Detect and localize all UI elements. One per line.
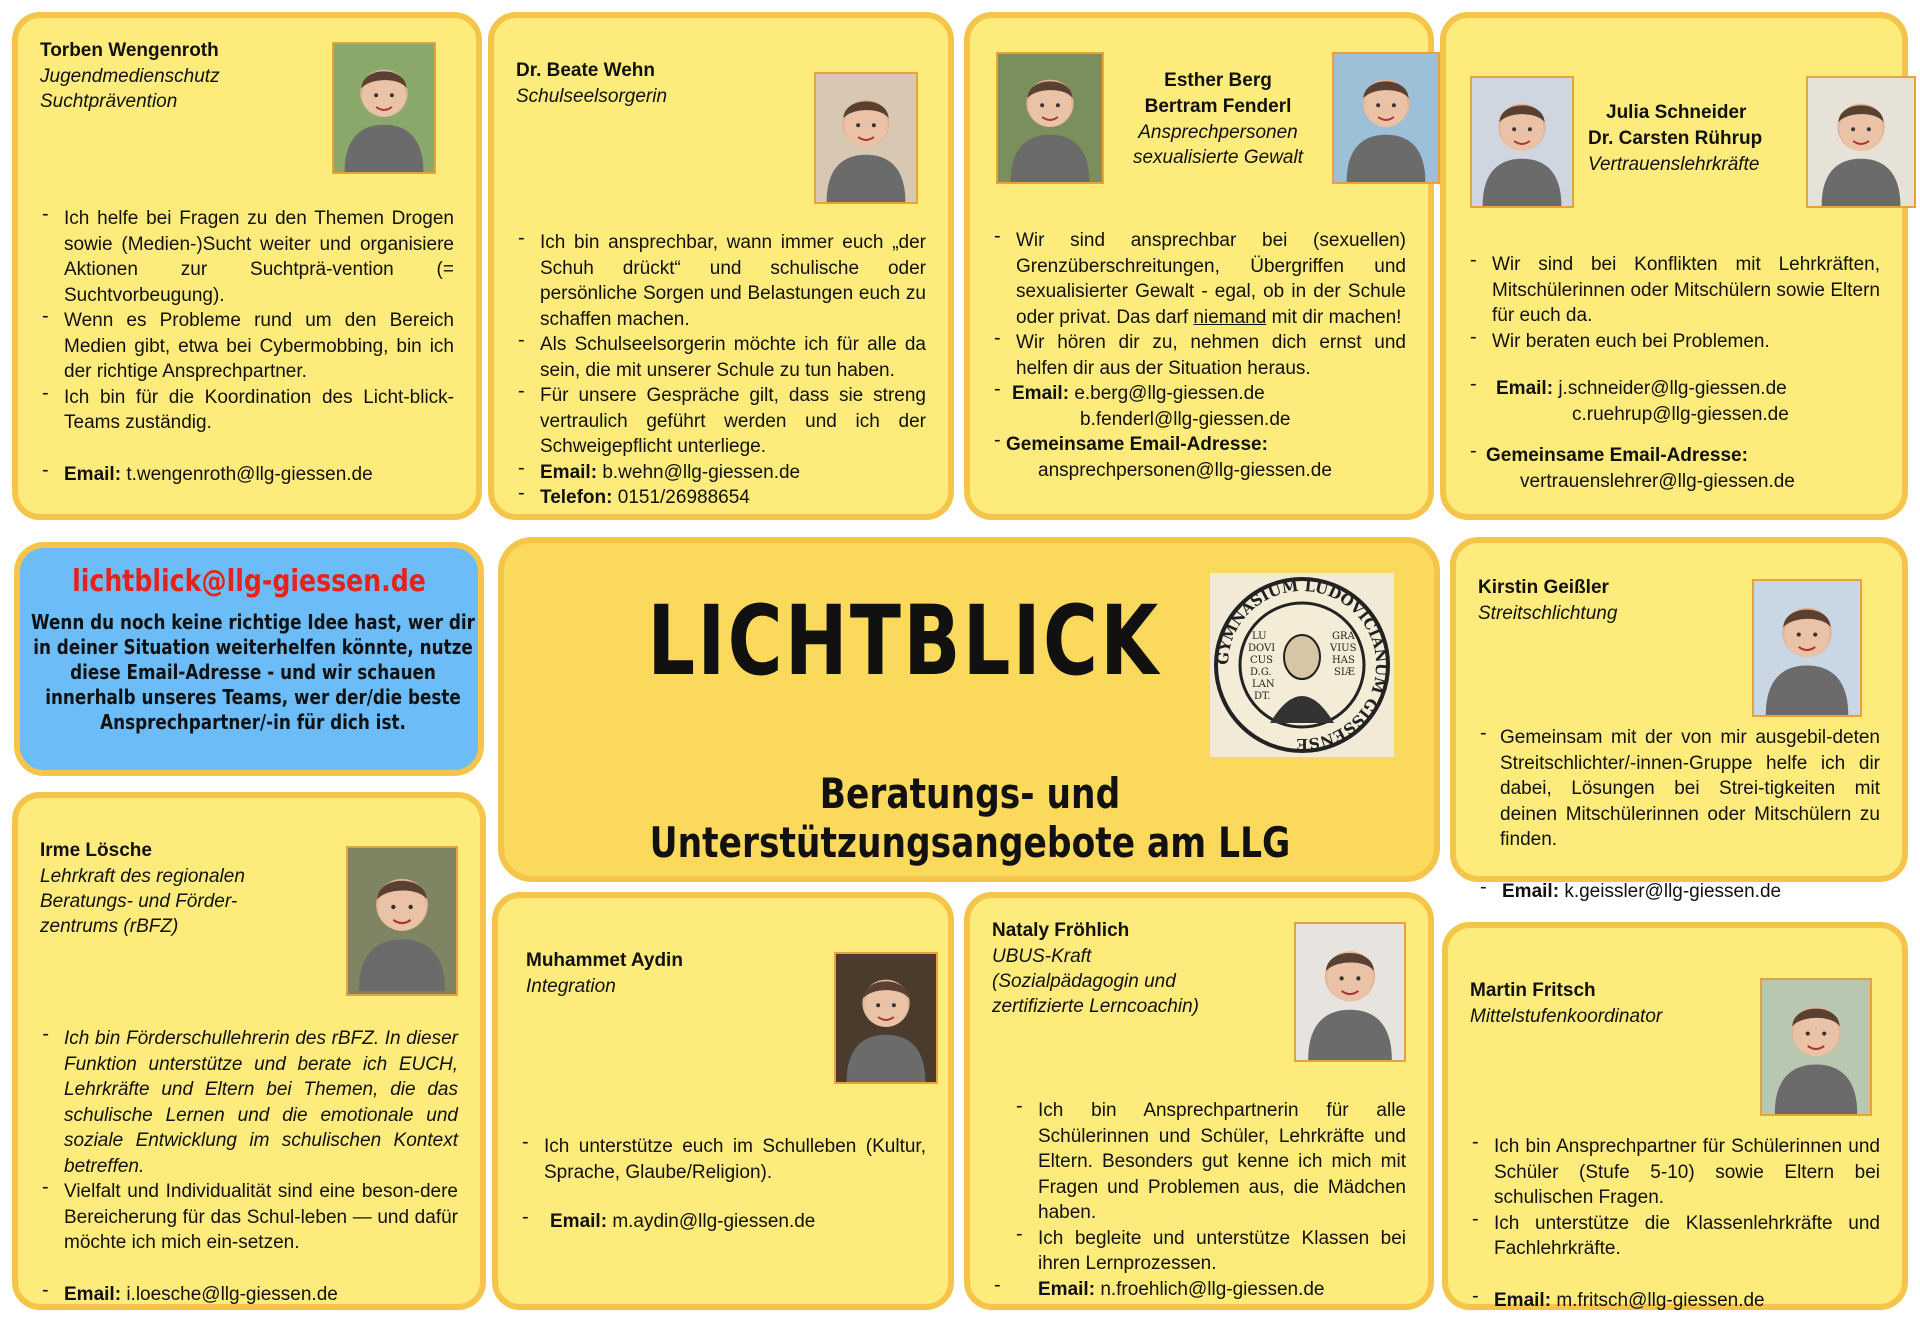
email-line <box>992 1277 1406 1303</box>
portrait-photo <box>814 72 918 204</box>
person-name: Kirstin Geißler <box>1478 577 1609 598</box>
card-wengenroth <box>12 12 482 520</box>
list-item: - Ich bin für die Koordination des Licht-blick-Teams zuständig. <box>40 385 454 436</box>
portrait-photo <box>1332 52 1440 184</box>
email-line <box>40 1282 458 1308</box>
person-role: Streitschlichtung <box>1478 603 1618 624</box>
email-link[interactable]: m.fritsch@llg-giessen.de <box>1556 1289 1765 1311</box>
person-role: Jugendmedienschutz <box>40 66 220 87</box>
general-contact-box <box>14 542 484 776</box>
svg-text:SIÆ: SIÆ <box>1334 667 1355 678</box>
common-email-line <box>1468 443 1880 469</box>
email-label: Email: <box>1502 880 1560 902</box>
portrait-photo <box>1294 922 1406 1062</box>
list-item: - Ich bin Ansprechpartnerin für alle Schülerinnen und Schüler, Lehrkräfte und Eltern. Besonders gut kenne ich mich mit Fragen und Problemen aus, die Mädchen haben. <box>1014 1098 1406 1226</box>
portrait-photo <box>834 952 938 1084</box>
list-item: - Als Schulseelsorgerin möchte ich für alle da sein, die mit unserer Schule zu tun haben. <box>516 332 926 383</box>
person-role: zentrums (rBFZ) <box>40 916 179 937</box>
person-role: Ansprechpersonen <box>1138 122 1298 143</box>
common-email-line <box>992 432 1406 458</box>
list-item: - Ich helfe bei Fragen zu den Themen Drogen sowie (Medien-)Sucht weiter und organisiere Aktionen zur Suchtprä-vention (= Suchtvorbeugung). <box>40 206 454 308</box>
list-item: - Wir beraten euch bei Problemen. <box>1468 329 1880 355</box>
person-role: Lehrkraft des regionalen <box>40 866 245 887</box>
portrait-photo <box>1760 978 1872 1116</box>
center-banner <box>498 537 1440 882</box>
email-line <box>516 460 926 486</box>
email-line <box>1468 376 1880 402</box>
person-name: Muhammet Aydin <box>526 950 683 971</box>
email-link[interactable]: i.loesche@llg-giessen.de <box>126 1283 338 1305</box>
person-role: UBUS-Kraft <box>992 946 1092 967</box>
email-label: Email: <box>1496 378 1554 399</box>
email-line <box>1470 1288 1880 1314</box>
person-name: Dr. Carsten Rührup <box>1588 128 1763 149</box>
person-role: sexualisierte Gewalt <box>1132 147 1304 168</box>
card-fritsch <box>1442 922 1908 1310</box>
email-link[interactable]: n.froehlich@llg-giessen.de <box>1100 1278 1325 1300</box>
common-email-label: Gemeinsame Email-Adresse: <box>1006 434 1268 455</box>
portrait-photo <box>1806 76 1916 208</box>
common-email-label: Gemeinsame Email-Adresse: <box>1486 445 1748 466</box>
svg-text:LU: LU <box>1252 631 1267 642</box>
email-line <box>520 1209 926 1235</box>
person-role: Suchtprävention <box>40 91 178 112</box>
general-contact-text: Wenn du noch keine richtige Idee hast, wer dir in deiner Situation weiterhelfen könnte, nutze diese Email-Adresse - und wir schauen innerhalb unseres Teams, wer der/die beste Ansprechpartner/-in für dich ist. <box>31 610 475 734</box>
person-role: Vertrauenslehrkräfte <box>1588 154 1760 175</box>
card-froehlich <box>964 892 1434 1310</box>
email-label: Email: <box>64 463 122 485</box>
email-line <box>40 462 454 488</box>
phone-number[interactable]: 0151/26988654 <box>617 487 750 508</box>
svg-text:LAN: LAN <box>1252 679 1275 690</box>
list-item: - Wir hören dir zu, nehmen dich ernst und helfen dir aus der Situation heraus. <box>992 330 1406 381</box>
card-wehn <box>488 12 954 520</box>
email-link[interactable]: e.berg@llg-giessen.de <box>1074 383 1265 404</box>
svg-text:DOVI: DOVI <box>1248 643 1276 654</box>
list-item: - Ich unterstütze euch im Schulleben (Kultur, Sprache, Glaube/Religion). <box>520 1134 926 1185</box>
email-link[interactable]: b.fenderl@llg-giessen.de <box>1080 408 1291 430</box>
email-link[interactable]: c.ruehrup@llg-giessen.de <box>1572 403 1789 425</box>
email-link[interactable]: vertrauenslehrer@llg-giessen.de <box>1520 470 1795 492</box>
svg-text:DT.: DT. <box>1254 691 1271 702</box>
list-item: - Wir sind ansprechbar bei (sexuellen) Grenzüberschreitungen, Übergriffen und sexualisierter Gewalt - egal, ob in der Schule oder privat. Das darf niemand mit dir machen! <box>992 228 1406 330</box>
svg-text:D.G.: D.G. <box>1250 667 1272 678</box>
card-berg-fenderl <box>964 12 1434 520</box>
email-link[interactable]: ansprechpersonen@llg-giessen.de <box>1038 459 1332 481</box>
person-role: (Sozialpädagogin und <box>992 971 1176 992</box>
page-subtitle: Beratungs- und Unterstützungsangebote am LLG <box>649 769 1291 867</box>
email-link[interactable]: k.geissler@llg-giessen.de <box>1564 880 1782 902</box>
email-label: Email: <box>550 1211 608 1232</box>
list-item: - Ich unterstütze die Klassenlehrkräfte und Fachlehrkräfte. <box>1470 1211 1880 1262</box>
list-item: - Ich begleite und unterstütze Klassen bei ihren Lernprozessen. <box>1014 1226 1406 1277</box>
email-link[interactable]: j.schneider@llg-giessen.de <box>1558 378 1787 399</box>
school-seal-logo <box>1210 573 1394 757</box>
email-label: Email: <box>64 1283 122 1305</box>
portrait-photo <box>332 42 436 174</box>
portrait-photo <box>346 846 458 996</box>
person-name: Irme Lösche <box>40 840 152 861</box>
person-role: zertifizierte Lerncoachin) <box>992 996 1199 1017</box>
email-label: Email: <box>540 461 598 483</box>
card-loesche <box>12 792 486 1310</box>
email-label: Email: <box>1038 1278 1096 1300</box>
email-line <box>992 381 1406 407</box>
svg-text:GYMNASIUM LUDOVICIANUM GISSENS: GYMNASIUM LUDOVICIANUM GISSENSE <box>1213 576 1391 754</box>
list-item: - Ich bin Förderschullehrerin des rBFZ. In dieser Funktion unterstütze und berate ich EUCH, Lehrkräfte und Eltern bei Themen, die das schulische Lernen und die emotionale und soziale Entwicklung im schulischen Kontext betreffen. <box>40 1026 458 1179</box>
card-aydin <box>492 892 954 1310</box>
portrait-photo <box>1752 579 1862 717</box>
list-item: - Vielfalt und Individualität sind eine beson-dere Bereicherung für das Schul-leben — und dafür möchte ich mich ein-setzen. <box>40 1179 458 1256</box>
list-item: - Ich bin Ansprechpartner für Schülerinnen und Schüler (Stufe 5-10) sowie Eltern bei schulischen Fragen. <box>1470 1134 1880 1211</box>
list-item: - Für unsere Gespräche gilt, dass sie streng vertraulich geführt werden und ich der Schweigepflicht unterliege. <box>516 383 926 460</box>
email-link[interactable]: t.wengenroth@llg-giessen.de <box>126 463 373 485</box>
person-role: Integration <box>526 976 616 997</box>
page-title: LICHTBLICK <box>647 585 1161 697</box>
card-schneider-ruehrup <box>1440 12 1908 520</box>
person-name: Dr. Beate Wehn <box>516 60 656 81</box>
email-line <box>1478 879 1880 905</box>
phone-line <box>516 485 926 511</box>
person-role: Beratungs- und Förder- <box>40 891 238 912</box>
list-item: - Ich bin ansprechbar, wann immer euch „der Schuh drückt“ und schulische oder persönliche Sorgen und Belastungen euch zu schaffen machen. <box>516 230 926 332</box>
svg-text:HAS: HAS <box>1332 655 1355 666</box>
person-role: Mittelstufenkoordinator <box>1470 1006 1663 1027</box>
list-item: - Gemeinsam mit der von mir ausgebil-deten Streitschlichter/-innen-Gruppe helfe ich dir dabei, Lösungen bei Strei-tigkeiten mit deinen Mitschülerinnen oder Mitschülern zu finden. <box>1478 725 1880 853</box>
svg-text:GRA: GRA <box>1332 631 1355 642</box>
portrait-photo <box>996 52 1104 184</box>
person-name: Nataly Fröhlich <box>992 920 1130 941</box>
phone-label: Telefon: <box>540 487 613 508</box>
email-label: Email: <box>1494 1289 1552 1311</box>
person-name: Martin Fritsch <box>1470 980 1596 1001</box>
person-name: Torben Wengenroth <box>40 40 219 61</box>
general-email[interactable]: lichtblick@llg-giessen.de <box>72 564 426 599</box>
person-name: Bertram Fenderl <box>1144 96 1292 117</box>
portrait-photo <box>1470 76 1574 208</box>
email-link[interactable]: b.wehn@llg-giessen.de <box>602 461 801 483</box>
email-label: Email: <box>1012 383 1070 404</box>
person-role: Schulseelsorgerin <box>516 86 668 107</box>
list-item: - Wir sind bei Konflikten mit Lehrkräften, Mitschülerinnen oder Mitschülern sowie Eltern für euch da. <box>1468 252 1880 329</box>
person-name: Esther Berg <box>1164 70 1272 91</box>
svg-text:CUS: CUS <box>1250 655 1273 666</box>
svg-text:VIUS: VIUS <box>1330 643 1357 654</box>
person-name: Julia Schneider <box>1606 102 1747 123</box>
email-link[interactable]: m.aydin@llg-giessen.de <box>612 1211 816 1232</box>
card-geissler <box>1450 537 1908 902</box>
list-item: - Wenn es Probleme rund um den Bereich Medien gibt, etwa bei Cybermobbing, bin ich der richtige Ansprechpartner. <box>40 308 454 385</box>
